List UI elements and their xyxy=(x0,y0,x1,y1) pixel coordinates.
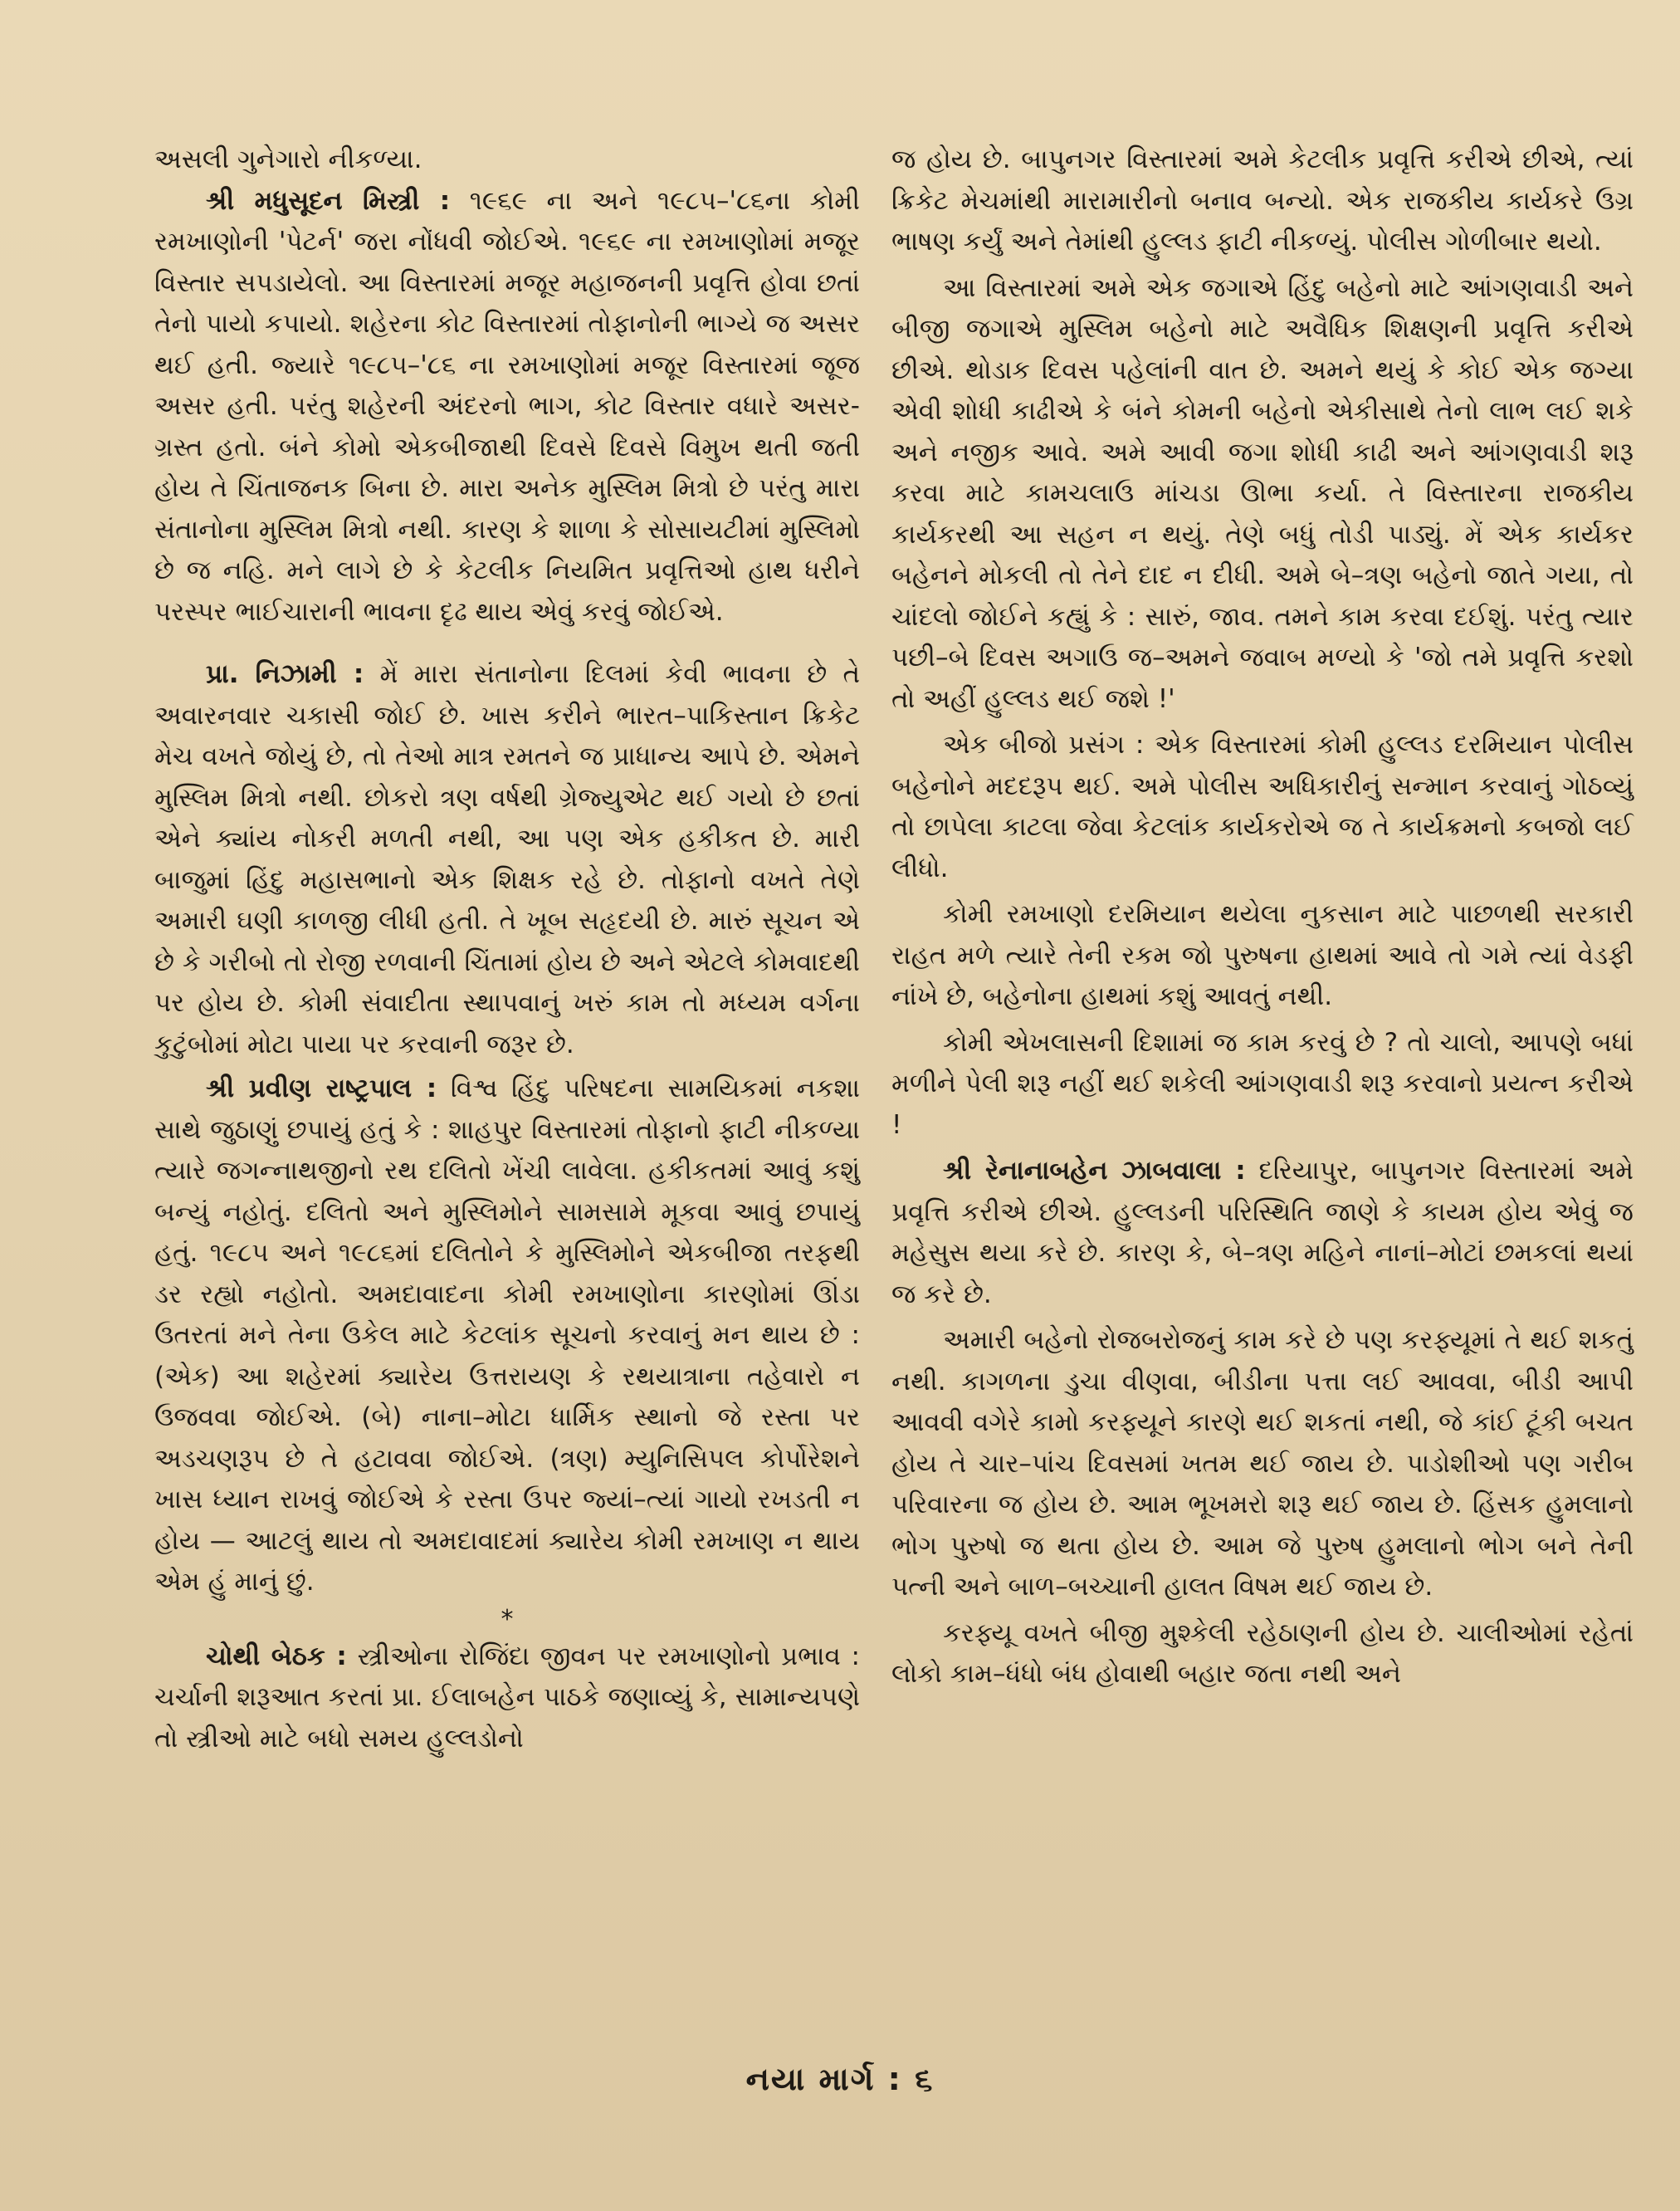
paragraph: જ હોય છે. બાપુનગર વિસ્તારમાં અમે કેટલીક પ્રવૃત્તિ કરીએ છીએ, ત્યાં ક્રિકેટ મેચમાંથી મારામારીનો બનાવ બન્યો. એક રાજકીય કાર્યકરે ઉગ્ર ભાષણ કર્યું અને તેમાંથી હુલ્લડ ફાટી નીકળ્યું. પોલીસ ગોળીબાર થયો. xyxy=(891,144,1634,257)
paragraph: એક બીજો પ્રસંગ : એક વિસ્તારમાં કોમી હુલ્લડ દરમિયાન પોલીસ બહેનોને મદદરૂપ થઈ. અમે પોલીસ અધિકારીનું સન્માન કરવાનું ગોઠવ્યું તો છાપેલા કાટલા જેવા કેટલાંક કાર્યકરોએ જ તે કાર્યક્રમનો કબજો લઈ લીધો. xyxy=(891,730,1634,883)
paragraph: કોમી રમખાણો દરમિયાન થયેલા નુકસાન માટે પાછળથી સરકારી રાહત મળે ત્યારે તેની રકમ જો પુરુષના હાથમાં આવે તો ગમે ત્યાં વેડફી નાંખે છે, બહેનોના હાથમાં કશું આવતું નથી. xyxy=(891,899,1634,1011)
paragraph-text: ૧૯૬૯ ના અને ૧૯૮૫–'૮૬ના કોમી રમખાણોની 'પેટર્ન' જરા નોંધવી જોઈએ. ૧૯૬૯ ના રમખાણોમાં મજૂર વિસ્તાર સપડાયેલો. આ વિસ્તારમાં મજૂર મહાજનની પ્રવૃત્તિ હોવા છતાં તેનો પાયો કપાયો. શહેરના કોટ વિસ્તારમાં તોફાનોની ભાગ્યે જ અસર થઈ હતી. જ્યારે ૧૯૮૫–'૮૬ ના રમખાણોમાં મજૂર વિસ્તારમાં જૂજ અસર હતી. પરંતુ શહેરની અંદરનો ભાગ, કોટ વિસ્તાર વધારે અસર-ગ્રસ્ત હતો. બંને કોમો એકબીજાથી દિવસે દિવસે વિમુખ થતી જતી હોય તે ચિંતાજનક બિના છે. મારા અનેક મુસ્લિમ મિત્રો છે પરંતુ મારા સંતાનોના મુસ્લિમ મિત્રો નથી. કારણ કે શાળા કે સોસાયટીમાં મુસ્લિમો છે જ નહિ. મને લાગે છે કે કેટલીક નિયમિત પ્રવૃત્તિઓ હાથ ધરીને પરસ્પર ભાઈચારાની ભાવના દૃઢ થાય એવું કરવું જોઈએ. xyxy=(154,185,861,627)
paragraph-text: સ્ત્રીઓના રોજિંદા જીવન પર રમખાણોનો પ્રભાવ : ચર્ચાની શરૂઆત કરતાં પ્રા. ઈલાબહેન પાઠકે જણાવ્યું કે, સામાન્યપણે તો સ્ત્રીઓ માટે બધો સમય હુલ્લડોનો xyxy=(154,1641,861,1754)
paragraph xyxy=(154,654,860,1065)
paragraph: આ વિસ્તારમાં અમે એક જગાએ હિંદુ બહેનો માટે આંગણવાડી અને બીજી જગાએ મુસ્લિમ બહેનો માટે અવૈધિક શિક્ષણની પ્રવૃત્તિ કરીએ છીએ. થોડાક દિવસ પહેલાંની વાત છે. અમને થયું કે કોઈ એક જગ્યા એવી શોધી કાઢીએ કે બંને કોમની બહેનો એકીસાથે તેનો લાભ લઈ શકે અને નજીક આવે. અમે આવી જગા શોધી કાઢી અને આંગણવાડી શરૂ કરવા માટે કામચલાઉ માંચડા ઊભા કર્યા. તે વિસ્તારના રાજકીય કાર્યકરથી આ સહન ન થયું. તેણે બધું તોડી પાડ્યું. મેં એક કાર્યકર બહેનને મોકલી તો તેને દાદ ન દીધી. અમે બે–ત્રણ બહેનો જાતે ગયા, તો ચાંદલો જોઈને કહ્યું કે : સારું, જાવ. તમને કામ કરવા દઈશું. પરંતુ ત્યાર પછી–બે દિવસ અગાઉ જ–અમને જવાબ મળ્યો કે 'જો તમે પ્રવૃત્તિ કરશો તો અહીં હુલ્લડ થઈ જશે !' xyxy=(891,272,1634,714)
paragraph-text: દરિયાપુર, બાપુનગર વિસ્તારમાં અમે પ્રવૃત્તિ કરીએ છીએ. હુલ્લડની પરિસ્થિતિ જાણે કે કાયમ હોય એવું જ મહેસુસ થયા કરે છે. કારણ કે, બે–ત્રણ મહિને નાનાં–મોટાં છમકલાં થયાં જ કરે છે. xyxy=(891,1156,1634,1309)
paragraph-text: વિશ્વ હિંદુ પરિષદના સામયિકમાં નકશા સાથે જુઠાણું છપાયું હતું કે : શાહપુર વિસ્તારમાં તોફાનો ફાટી નીકળ્યા ત્યારે જગન્નાથજીનો રથ દલિતો ખેંચી લાવેલા. હકીકતમાં આવું કશું બન્યું નહોતું. દલિતો અને મુસ્લિમોને સામસામે મૂકવા આવું છપાયું હતું. ૧૯૮૫ અને ૧૯૮૬માં દલિતોને કે મુસ્લિમોને એકબીજા તરફથી ડર રહ્યો નહોતો. અમદાવાદના કોમી રમખાણોના કારણોમાં ઊંડા ઉતરતાં મને તેના ઉકેલ માટે કેટલાંક સૂચનો કરવાનું મન થાય છે : (એક) આ શહેરમાં ક્યારેય ઉત્તરાયણ કે રથયાત્રાના તહેવારો ન ઉજવવા જોઈએ. (બે) નાના–મોટા ધાર્મિક સ્થાનો જે રસ્તા પર અડચણરૂપ છે તે હટાવવા જોઈએ. (ત્રણ) મ્યુનિસિપલ કોર્પોરેશને ખાસ ધ્યાન રાખવું જોઈએ કે રસ્તા ઉપર જ્યાં–ત્યાં ગાયો રખડતી ન હોય — આટલું થાય તો અમદાવાદમાં ક્યારેય કોમી રમખાણ ન થાય એમ હું માનું છું. xyxy=(154,1074,860,1597)
speaker-name: ચોથી બેઠક : xyxy=(206,1641,347,1671)
paragraph xyxy=(891,1151,1634,1315)
paragraph: કોમી એખલાસની દિશામાં જ કામ કરવું છે ? તો ચાલો, આપણે બધાં મળીને પેલી શરૂ નહીં થઈ શકેલી આંગણવાડી શરૂ કરવાનો પ્રયત્ન કરીએ ! xyxy=(891,1027,1634,1140)
paragraph xyxy=(154,181,860,633)
right-column xyxy=(891,139,1634,1695)
paragraph: અસલી ગુનેગારો નીકળ્યા. xyxy=(154,144,422,174)
speaker-name: શ્રી મધુસૂદન મિસ્ત્રી : xyxy=(206,185,451,216)
paragraph xyxy=(154,1636,860,1760)
speaker-name: શ્રી રેનાનાબહેન ઝાબવાલા : xyxy=(943,1156,1246,1186)
left-column xyxy=(154,139,860,1759)
paragraph: કરફ્યૂ વખતે બીજી મુશ્કેલી રહેઠાણની હોય છે. ચાલીઓમાં રહેતાં લોકો કામ–ધંધો બંધ હોવાથી બહાર જતા નથી અને xyxy=(891,1617,1634,1689)
page-footer: નયા માર્ગ : ૬ xyxy=(745,2061,935,2097)
paragraph-text: મેં મારા સંતાનોના દિલમાં કેવી ભાવના છે તે અવારનવાર ચકાસી જોઈ છે. ખાસ કરીને ભારત–પાકિસ્તાન ક્રિકેટ મેચ વખતે જોયું છે, તો તેઓ માત્ર રમતને જ પ્રાધાન્ય આપે છે. એમને મુસ્લિમ મિત્રો નથી. છોકરો ત્રણ વર્ષથી ગ્રેજ્યુએટ થઈ ગયો છે છતાં એને ક્યાંય નોકરી મળતી નથી, આ પણ એક હકીકત છે. મારી બાજુમાં હિંદુ મહાસભાનો એક શિક્ષક રહે છે. તોફાનો વખતે તેણે અમારી ઘણી કાળજી લીધી હતી. તે ખૂબ સહૃદયી છે. મારું સૂચન એ છે કે ગરીબો તો રોજી રળવાની ચિંતામાં હોય છે અને એટલે કોમવાદથી પર હોય છે. કોમી સંવાદીતા સ્થાપવાનું ખરું કામ તો મધ્યમ વર્ગના કુટુંબોમાં મોટા પાયા પર કરવાની જરૂર છે. xyxy=(154,659,861,1059)
paragraph: અમારી બહેનો રોજબરોજનું કામ કરે છે પણ કરફ્યૂમાં તે થઈ શકતું નથી. કાગળના ડુચા વીણવા, બીડીના પત્તા લઈ આવવા, બીડી આપી આવવી વગેરે કામો કરફ્યૂને કારણે થઈ શકતાં નથી, જે કાંઈ ટૂંકી બચત હોય તે ચાર–પાંચ દિવસમાં ખતમ થઈ જાય છે. પાડોશીઓ પણ ગરીબ પરિવારના જ હોય છે. આમ ભૂખમરો શરૂ થઈ જાય છે. હિંસક હુમલાનો ભોગ પુરુષો જ થતા હોય છે. આમ જે પુરુષ હુમલાનો ભોગ બને તેની પત્ની અને બાળ–બચ્ચાની હાલત વિષમ થઈ જાય છે. xyxy=(891,1325,1634,1602)
speaker-name: પ્રા. નિઝામી : xyxy=(206,659,364,689)
speaker-name: શ્રી પ્રવીણ રાષ્ટ્રપાલ : xyxy=(206,1074,437,1103)
section-separator: * xyxy=(501,1604,514,1634)
paragraph xyxy=(154,1069,860,1603)
